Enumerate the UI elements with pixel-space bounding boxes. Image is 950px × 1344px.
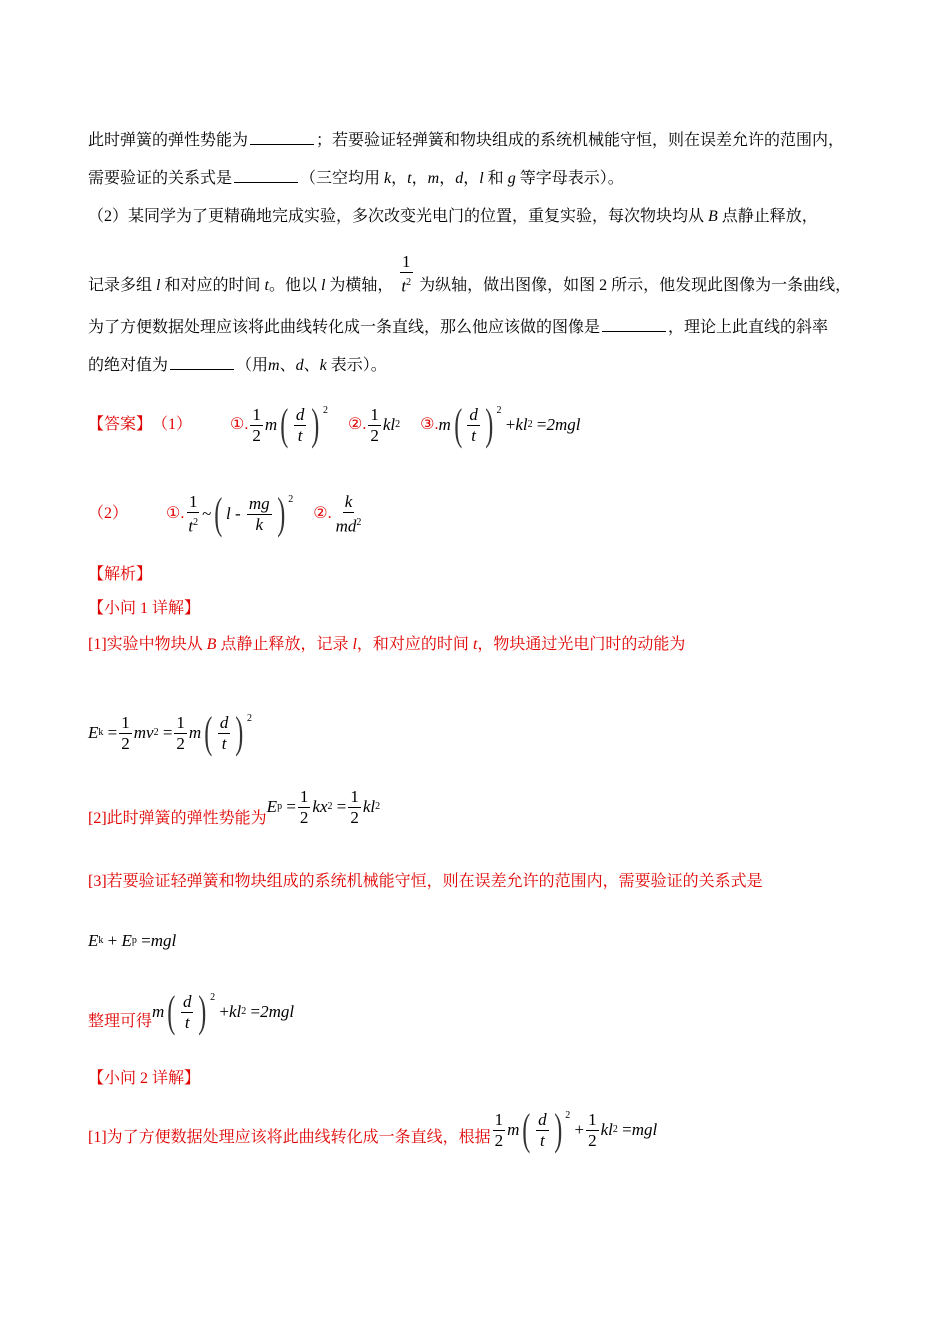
text: [1]实验中物块从 [88, 636, 203, 653]
text: 表示）。 [330, 357, 387, 374]
analysis-q2-step-1 [88, 1102, 657, 1158]
text: 点静止释放， [721, 208, 818, 225]
text: 和对应的时间 [164, 277, 261, 294]
choice-3: ③. [420, 416, 439, 433]
problem-line-4: 记录多组 l 和对应的时间 t。他以 l 为横轴， $\frac{1}{t^2}$ 为纵轴，做出图像，如图 2 所示，他发现此图像为一条曲线， [88, 252, 852, 296]
formula-ep: E p = $\frac{1}{2}$ kx 2 = $\frac{1}{2}$ kl 2 [266, 786, 381, 827]
text: 为横轴， [329, 277, 394, 294]
formula-kinetic-energy: $\frac{1}{2}$ m ( $\frac{d}{t}$ ) 2 [252, 400, 328, 449]
formula-graph: $\frac{1}{t^2}$ ~ ( l - $\frac{mg}{k}$ ) 2 [188, 489, 294, 538]
problem-line-1 [88, 130, 844, 152]
text: 为纵轴，做出图像，如图 2 所示，他发现此图像为一条曲线， [419, 277, 852, 294]
problem-line-5 [88, 317, 828, 339]
q2-label: 【小问 2 详解】 [88, 1070, 201, 1087]
text: [1]为了方便数据处理应该将此曲线转化成一条直线，根据 [88, 1129, 491, 1146]
part-label: （2） [88, 505, 129, 522]
text: ；若要验证轻弹簧和物块组成的系统机械能守恒，则在误差允许的范围内， [316, 132, 845, 149]
text: [2]此时弹簧的弹性势能为 [88, 810, 267, 827]
text: 的绝对值为 [88, 357, 169, 374]
problem-line-6: 的绝对值为 （用m、d、k 表示）。 [88, 357, 387, 374]
analysis-step-2 [88, 782, 380, 832]
formula-energy-sum: E k + E p = mgl [88, 931, 177, 950]
text: ，理论上此直线的斜率 [668, 319, 829, 336]
text: （2）某同学为了更精确地完成实验，多次改变光电门的位置，重复实验，每次物块均从 [88, 208, 705, 225]
formula-ek: E k = $\frac{1}{2}$ mv 2 = $\frac{1}{2}$ m ( $\frac{d}{t}$ ) 2 [88, 708, 252, 757]
fraction-1-over-t2: $\frac{1}{t^2}$ [401, 252, 412, 296]
text: 此时弹簧的弹性势能为 [88, 132, 249, 149]
text: 整理可得 [88, 1013, 153, 1030]
text: 点静止释放，记录 [220, 636, 349, 653]
analysis-step-1: [1]实验中物块从 B 点静止释放，记录 l，和对应的时间 t，物块通过光电门时的动能为 [88, 636, 686, 653]
choice-2: ②. [347, 416, 367, 433]
answer-blank [234, 168, 298, 183]
analysis-step-4 [88, 984, 294, 1040]
answer-label: 【答案】 [88, 416, 153, 433]
choice-1: ①. [166, 505, 185, 522]
choice-1: ①. [230, 416, 249, 433]
text: 需要验证的关系式是 [88, 170, 233, 187]
choice-2: ②. [313, 505, 332, 522]
text: ，和对应的时间 [356, 636, 469, 653]
text: 等字母表示）。 [519, 170, 624, 187]
text: 为了方便数据处理应该将此曲线转化成一条直线，那么他应该做的图像是 [88, 319, 601, 336]
q1-label: 【小问 1 详解】 [88, 600, 201, 617]
formula-conservation: m ( $\frac{d}{t}$ ) 2 + kl 2 = 2mgl [438, 400, 581, 449]
analysis-step-3: [3]若要验证轻弹簧和物块组成的系统机械能守恒，则在误差允许的范围内，需要验证的关系式是 [88, 873, 763, 890]
text: 记录多组 [88, 277, 153, 294]
problem-line-2: 需要验证的关系式是 （三空均用 k，t，m，d，l 和 g 等字母表示）。 [88, 170, 624, 187]
problem-line-3: （2）某同学为了更精确地完成实验，多次改变光电门的位置，重复实验，每次物块均从 B 点静止释放， [88, 208, 818, 225]
text: （用 [236, 357, 269, 374]
text: ，物块通过光电门时的动能为 [477, 636, 686, 653]
answer-blank [250, 130, 314, 145]
text: （三空均用 [300, 170, 381, 187]
formula-slope: $\frac{k}{md^2}$ [335, 491, 362, 536]
part-label: （1） [152, 416, 193, 433]
answer-blank [602, 317, 666, 332]
formula-elastic-energy: $\frac{1}{2}$ kl 2 [370, 404, 401, 445]
answer-blank [170, 355, 234, 370]
text: 。他以 [268, 277, 317, 294]
formula-result: m ( $\frac{d}{t}$ ) 2 + kl 2 = 2mgl [152, 987, 295, 1036]
answer-row-2 [88, 486, 365, 542]
analysis-label: 【解析】 [88, 566, 153, 583]
formula-q2: $\frac{1}{2}$ m ( $\frac{d}{t}$ ) 2 + $\frac{1}{2}$ kl 2 = mgl [494, 1105, 658, 1154]
answer-row-1 [88, 397, 581, 453]
